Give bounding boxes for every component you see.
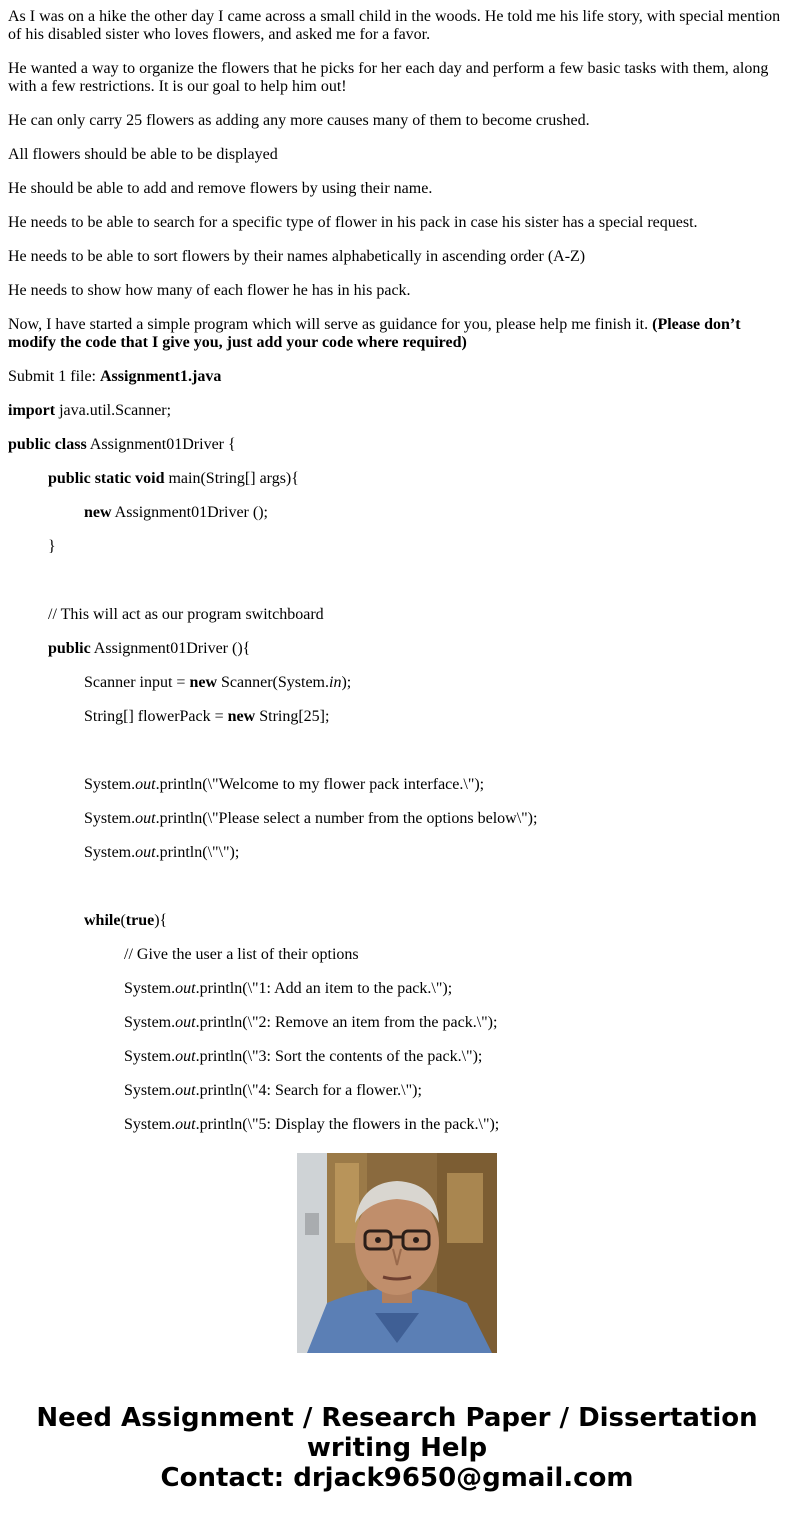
code-line: public class Assignment01Driver { (8, 436, 236, 453)
code-listing (8, 402, 786, 1134)
code-blank-line (8, 742, 786, 760)
requirement-text: All flowers should be able to be displayed (8, 146, 278, 163)
instruction-paragraph: Now, I have started a simple program which will serve as guidance for you, please help me finish it. (Please don’t modify the code that I give you, just add your code where required) (8, 316, 741, 351)
footer-headline: Need Assignment / Research Paper / Dissertation (36, 1403, 758, 1433)
code-blank-line (8, 878, 786, 896)
code-line: System.out.println(\"Welcome to my flower pack interface.\"); (84, 776, 485, 793)
footer-contact: Contact: drjack9650@gmail.com (160, 1463, 634, 1493)
code-line: System.out.println(\"4: Search for a flower.\"); (124, 1082, 422, 1099)
intro-paragraph: He wanted a way to organize the flowers that he picks for her each day and perform a few basic tasks with them, along with a few restrictions. It is our goal to help him out! (8, 60, 769, 95)
footer-ad (0, 1403, 794, 1493)
code-comment: // This will act as our program switchboard (48, 606, 324, 623)
code-line: import java.util.Scanner; (8, 402, 172, 419)
code-blank-line (8, 572, 786, 590)
document-body (8, 0, 786, 1133)
avatar (297, 1153, 497, 1353)
code-line: public Assignment01Driver (){ (48, 640, 251, 657)
code-line: } (48, 538, 56, 555)
code-line: System.out.println(\"5: Display the flowers in the pack.\"); (124, 1116, 500, 1133)
intro-paragraph: As I was on a hike the other day I came across a small child in the woods. He told me his life story, with special mention of his disabled sister who loves flowers, and asked me for a favor. (8, 8, 781, 43)
code-line: System.out.println(\"2: Remove an item from the pack.\"); (124, 1014, 498, 1031)
code-line: new Assignment01Driver (); (84, 504, 268, 521)
requirement-text: He needs to be able to sort flowers by their names alphabetically in ascending order (A-Z) (8, 248, 586, 265)
requirement-text: He should be able to add and remove flowers by using their name. (8, 180, 433, 197)
code-line: while(true){ (84, 912, 168, 929)
requirement-text: He can only carry 25 flowers as adding any more causes many of them to become crushed. (8, 112, 590, 129)
footer-headline: writing Help (306, 1433, 488, 1463)
code-comment: // Give the user a list of their options (124, 946, 359, 963)
code-line: public static void main(String[] args){ (48, 470, 299, 487)
submit-filename: Assignment1.java (100, 368, 222, 385)
requirement-text: He needs to be able to search for a specific type of flower in his pack in case his sister has a special request. (8, 214, 698, 231)
code-line: String[] flowerPack = new String[25]; (84, 708, 330, 725)
code-line: System.out.println(\"\"); (84, 844, 240, 861)
code-line: Scanner input = new Scanner(System.in); (84, 674, 352, 691)
submit-line: Submit 1 file: Assignment1.java (8, 368, 222, 385)
avatar-portrait-image (297, 1153, 497, 1353)
code-line: System.out.println(\"Please select a number from the options below\"); (84, 810, 538, 827)
requirement-text: He needs to show how many of each flower he has in his pack. (8, 282, 411, 299)
code-line: System.out.println(\"1: Add an item to the pack.\"); (124, 980, 453, 997)
code-line: System.out.println(\"3: Sort the contents of the pack.\"); (124, 1048, 483, 1065)
